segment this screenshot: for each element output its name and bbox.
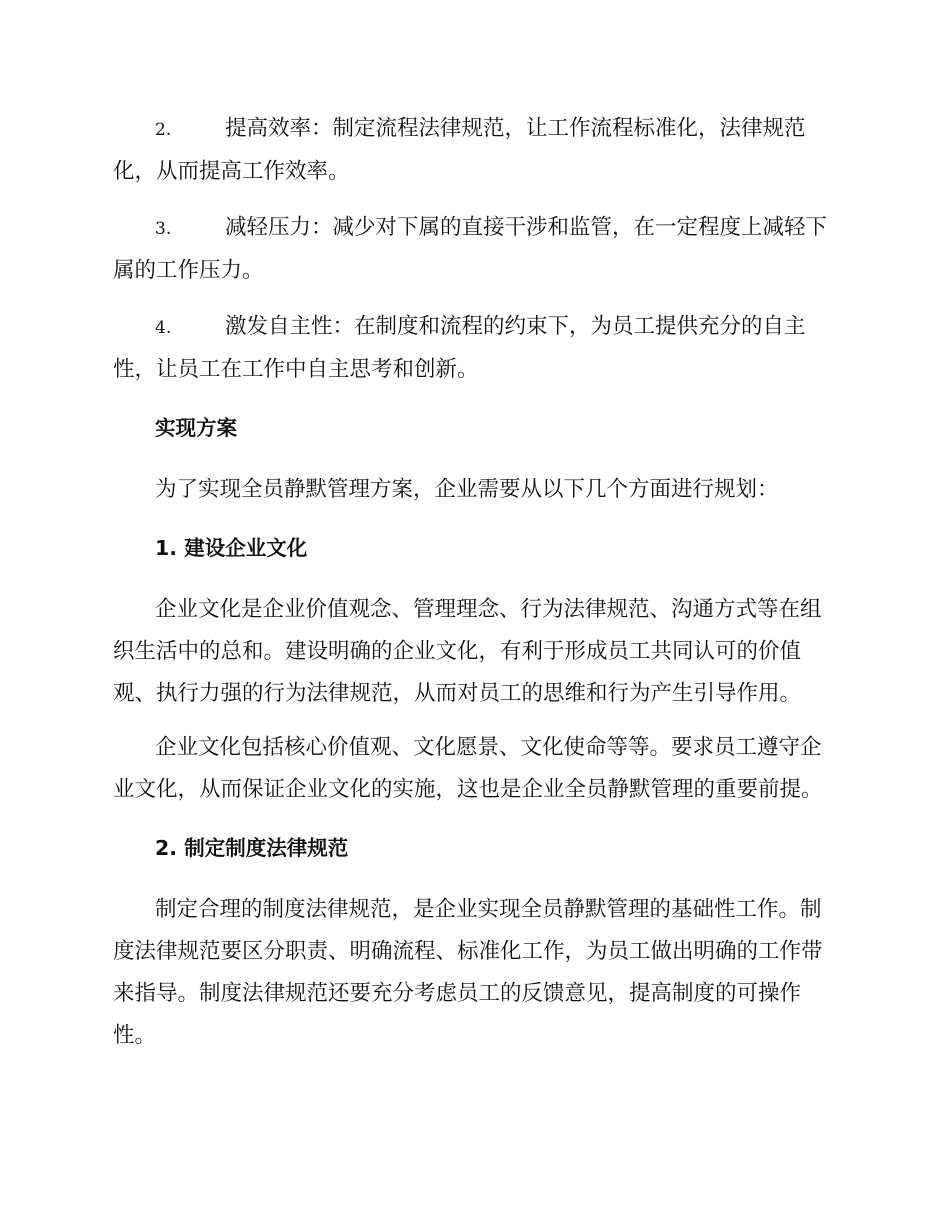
document-body [113,108,835,1069]
list-item-number: 2. [155,120,172,140]
list-item [113,207,835,292]
paragraph: 制定合理的制度法律规范，是企业实现全员静默管理的基础性工作。制度法律规范要区分职责、明确流程、标准化工作，为员工做出明确的工作带来指导。制度法律规范还要充分考虑员工的反馈意见，提高制度的可操作性。 [113,897,823,1048]
intro-paragraph: 为了实现全员静默管理方案，企业需要从以下几个方面进行规划： [155,477,779,502]
list-item [113,306,835,391]
list-item-text: 减轻压力：减少对下属的直接干涉和监管，在一定程度上减轻下属的工作压力。 [113,215,828,283]
paragraph: 企业文化是企业价值观念、管理理念、行为法律规范、沟通方式等在组织生活中的总和。建设明确的企业文化，有利于形成员工共同认可的价值观、执行力强的行为法律规范，从而对员工的思维和行为产生引导作用。 [113,597,822,706]
section-heading: 实现方案 [155,416,237,440]
list-item-text: 激发自主性：在制度和流程的约束下，为员工提供充分的自主性，让员工在工作中自主思考和创新。 [113,314,806,382]
paragraph: 企业文化包括核心价值观、文化愿景、文化使命等等。要求员工遵守企业文化，从而保证企业文化的实施，这也是企业全员静默管理的重要前提。 [113,735,823,802]
list-item-number: 4. [155,318,172,338]
subsection-heading-rules: 2. 制定制度法律规范 [155,836,349,860]
list-item [113,108,835,193]
list-item-number: 3. [155,219,172,239]
list-item-text: 提高效率：制定流程法律规范，让工作流程标准化，法律规范化，从而提高工作效率。 [113,116,806,184]
subsection-heading-culture: 1. 建设企业文化 [155,536,308,560]
